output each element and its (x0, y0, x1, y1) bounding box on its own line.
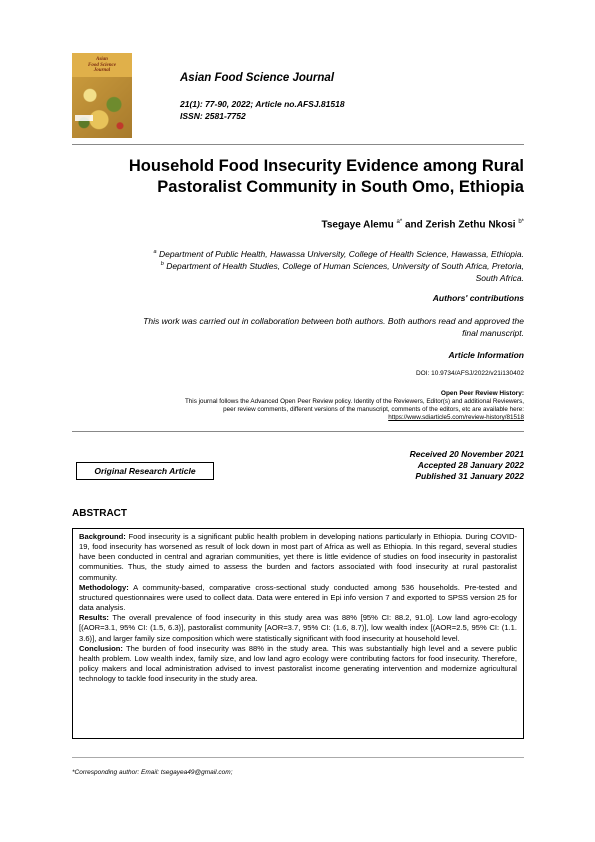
affil-b-line-1 (72, 258, 524, 272)
contributions-text (72, 315, 524, 339)
methodology-text: A community-based, comparative cross-sectional study conducted among 536 households. Pre-tested and structured questionnaires were used to collect data. Data were entered in Epi info version 7 and exported to SPSS version 25 for data analysis. (79, 582, 517, 613)
affil-text: Department of Public Health, Hawassa University, College of Health Science, Hawassa, Ethiopia. (156, 248, 524, 259)
doi: DOI: 10.9734/AFSJ/2022/v21i130402 (415, 370, 524, 377)
journal-issn: ISSN: 2581-7752 (180, 111, 246, 121)
affil-marker: b (160, 261, 164, 267)
date-accepted: Accepted 28 January 2022 (417, 460, 524, 470)
background-label: Background: (79, 532, 126, 541)
journal-issue: 21(1): 77-90, 2022; Article no.AFSJ.81518 (180, 99, 345, 109)
journal-name: Asian Food Science Journal (180, 72, 335, 84)
title-line-1: Household Food Insecurity Evidence among Rural (128, 157, 524, 175)
author-affil-marker: a* (396, 219, 403, 225)
article-info-heading: Article Information (448, 350, 524, 360)
author-list (72, 219, 524, 230)
title-line-2: Pastoralist Community in South Omo, Ethiopia (157, 178, 524, 196)
journal-cover-image (72, 53, 132, 138)
header-divider (72, 144, 524, 145)
contrib-line-2: final manuscript. (462, 328, 524, 338)
review-history-text (72, 398, 524, 422)
conclusion-label: Conclusion: (79, 643, 123, 653)
author-join: and (402, 219, 426, 231)
results-label: Results: (79, 613, 109, 623)
abstract-conclusion (79, 644, 517, 685)
footnote-divider (72, 757, 524, 758)
affil-marker: a (153, 249, 157, 255)
author-affil-marker: b* (518, 219, 524, 225)
author-name: Tsegaye Alemu (321, 219, 394, 231)
methodology-label: Methodology: (79, 582, 129, 592)
results-text: The overall prevalence of food insecurity in this study area was 88% [95% CI: 88.2, 91.0]. Low land agro-ecology [(AOR=3.1, 95% CI: (1.5, 6.3)], pastoralist community [AOR=3.7, 95% CI: (1.6, 8.7)], low wealth index [(AOR=2.5, 95% CI: (1.1. 3.6)], and larger family size composition which were statistically significant with food insecurity at household level. (79, 613, 517, 643)
review-line-2: peer review comments, different versions of the manuscript, comments of the editors, etc are available here: (223, 406, 524, 413)
article-type-box: Original Research Article (76, 462, 214, 480)
info-divider (72, 431, 524, 432)
review-line-1: This journal follows the Advanced Open Peer Review policy. Identity of the Reviewers, Editor(s) and additional Reviewers, (184, 398, 524, 405)
abstract-background (79, 532, 517, 583)
cover-title (72, 53, 132, 77)
abstract-results (79, 613, 517, 643)
affiliation-b (72, 258, 524, 284)
contrib-line-1: This work was carried out in collaboration between both authors. Both authors read and approved the (143, 316, 524, 326)
affil-text: Department of Health Studies, College of Human Sciences, University of South Africa, Pretoria, (163, 260, 524, 271)
cover-label-strip (75, 115, 93, 121)
cover-title-line: Asian (96, 57, 108, 62)
affil-b-line-2: South Africa. (475, 272, 524, 283)
abstract-heading: ABSTRACT (72, 508, 127, 519)
review-history-link[interactable]: https://www.sdiarticle5.com/review-history/81518 (388, 414, 524, 421)
article-title (72, 156, 524, 198)
article-dates (300, 449, 524, 482)
abstract-box (72, 528, 524, 739)
date-published: Published 31 January 2022 (415, 471, 524, 481)
corresponding-author-footnote: *Corresponding author: Email: tsegayea49@gmail.com; (72, 769, 233, 776)
cover-food-photo (72, 77, 132, 138)
contributions-heading: Authors' contributions (432, 293, 524, 303)
review-history-heading: Open Peer Review History: (440, 390, 524, 397)
author-name: Zerish Zethu Nkosi (425, 219, 516, 231)
cover-title-line: Food Science (88, 62, 116, 68)
cover-title-line: Journal (93, 68, 111, 73)
abstract-methodology (79, 583, 517, 613)
date-received: Received 20 November 2021 (409, 449, 524, 459)
conclusion-text: The burden of food insecurity was 88% in the study area. This was substantially high level and a severe public health problem. Low wealth index, family size, and low land agro ecology were contributing factors for food insecurity. Therefore, policy makers and local administration advised to invest pastoralist income generating intervention and modernize agricultural technology to tackle food insecurity in the study area. (79, 643, 517, 684)
background-text: Food insecurity is a significant public health problem in developing nations particularly in Ethiopia. During COVID- 19, food insecurity has worsened as result of lock down in most part of Africa as well as Ethiopia. In this regard, several studies have been conducted in central and agrarian communities, yet there is little evidence of studies on food insecurity in pastoralist communities. Thus, the study aimed to assess the burden and factors associated with food insecurity at rural pastoralist community. (79, 532, 517, 582)
